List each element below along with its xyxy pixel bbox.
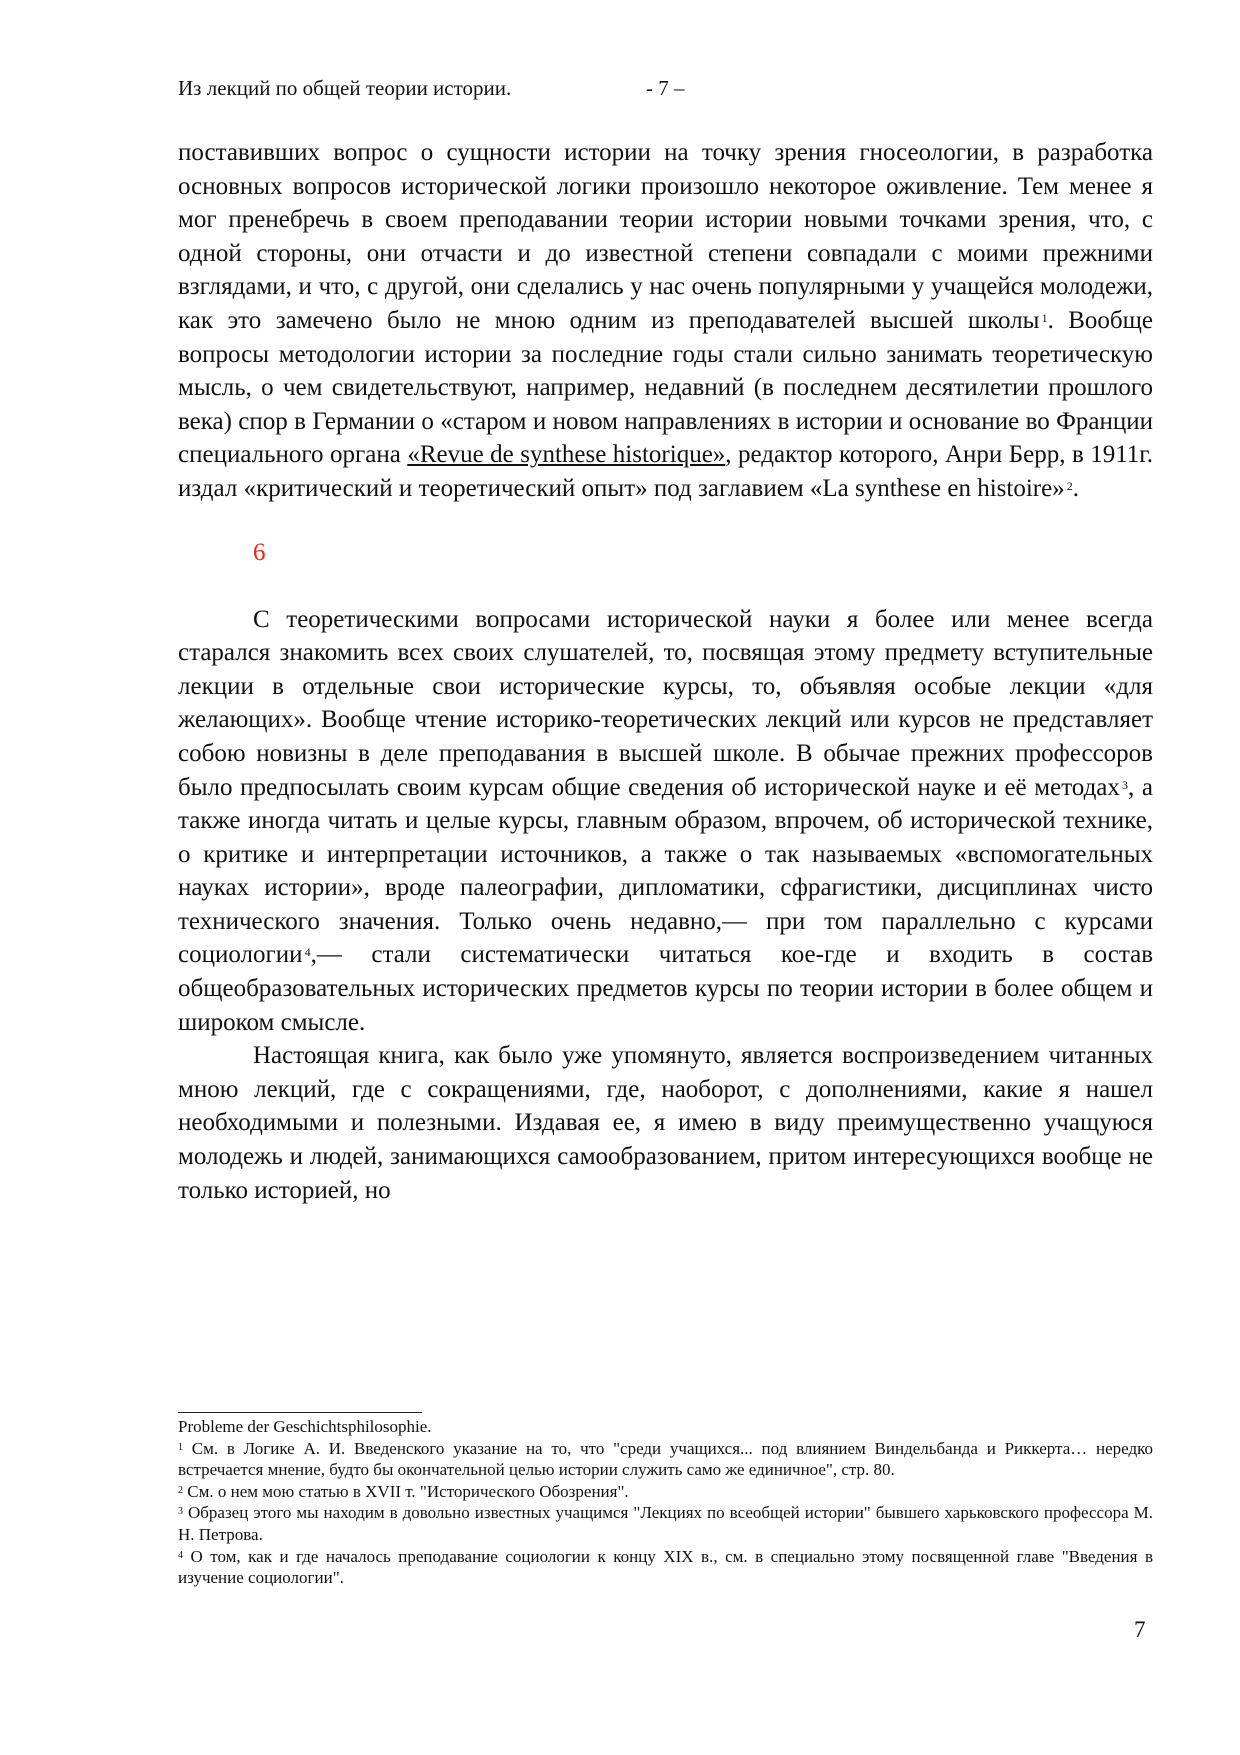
page-number: 7 [1134, 1617, 1146, 1642]
paragraph-1-text-a: поставивших вопрос о сущности истории на точку зрения гносеологии, в разработка основных вопросов исторической логики произошло некоторое оживление. Тем менее я мог пренебречь в своем преподавании теории истории новыми точками зрения, что, с одной стороны, они отчасти и до известной степени совпадали с моими прежними взглядами, и что, с другой, они сделались у нас очень популярными у учащейся молодежи, как это замечено было не мною одним из преподавателей высшей школы [178, 139, 1153, 334]
footnote-text: См. в Логике А. И. Введенского указание на то, что "среди учащихся... под влиянием Виндельбанда и Риккерта… нередко встречается мнение, будто бы окончательной целью истории служить само же единичное", стр. 80. [178, 1438, 1154, 1480]
footnote-ref-1[interactable]: 1 [1041, 310, 1048, 325]
paragraph-2 [178, 603, 1153, 1040]
footnote-1 [178, 1438, 1153, 1481]
running-header [178, 76, 685, 101]
main-text [178, 136, 1153, 1207]
footnote-mark: 3 [178, 1506, 183, 1518]
footnote-mark: 2 [178, 1484, 183, 1496]
paragraph-2-text-c: ,— стали систематически читаться кое-где и входить в состав общеобразовательных исторических предметов курсы по теории истории в более общем и широком смысле. [178, 941, 1153, 1036]
paragraph-2-text-a: С теоретическими вопросами исторической науки я более или менее всегда старался знакомить всех своих слушателей, то, посвящая этому предмету вступительные лекции в отдельные свои исторические курсы, то, объявляя особые лекции «для желающих». Вообще чтение историко-теоретических лекций или курсов не представляет собою новизны в деле преподавания в высшей школе. В обычае прежних профессоров было предпосылать своим курсам общие сведения об исторической науке и её методах [178, 605, 1153, 801]
paragraph-1-text-d: . [1072, 474, 1080, 502]
footnote-separator [178, 1412, 422, 1413]
footnote-ref-2[interactable]: 2 [1066, 478, 1073, 493]
paragraph-3: Настоящая книга, как было уже упомянуто, является воспроизведением читанных мною лекций, где с сокращениями, где, наоборот, с дополнениями, какие я нашел необходимыми и полезными. Издавая ее, я имею в виду преимущественно учащуюся молодежь и людей, занимающихся самообразованием, притом интересующихся вообще не только историей, но [178, 1042, 1153, 1204]
footnote-text: См. о нем мою статью в XVII т. "Исторического Обозрения". [187, 1481, 629, 1501]
paragraph-2-text-b: , а также иногда читать и целые курсы, главным образом, впрочем, об исторической технике, о критике и интерпретации источников, а также о так называемых «вспомогательных науках истории», вроде палеографии, дипломатики, сфрагистики, дисциплинах чисто технического значения. Только очень недавно,— при том параллельно с курсами социологии [178, 773, 1153, 969]
footnote-ref-4[interactable]: 4 [304, 945, 311, 960]
section-number: 6 [253, 538, 266, 566]
footnote-text: О том, как и где началось преподавание социологии к концу XIX в., см. в специально этому посвященной главе "Введения в изучение социологии". [178, 1546, 1153, 1588]
paragraph-1 [178, 136, 1153, 506]
paragraph-1-text-c: , редактор которого, Анри Берр, в 1911г. издал «критический и теоретический опыт» под заглавием «La synthese en histoire» [178, 441, 1153, 502]
journal-title-link[interactable]: «Revue de synthese historique» [407, 441, 726, 469]
footnote-mark: 4 [178, 1549, 183, 1561]
footnote-continued: Probleme der Geschichtsphilosophie. [178, 1417, 432, 1436]
footnotes [178, 1416, 1153, 1589]
footnote-mark: 1 [178, 1441, 183, 1453]
footnote-ref-3[interactable]: 3 [1122, 777, 1128, 792]
footnote-4 [178, 1546, 1153, 1589]
paragraph-1-text-b: . Вообще вопросы методологии истории за последние годы стали сильно занимать теоретическую мысль, о чем свидетельствуют, например, недавний (в последнем десятилетии прошлого века) спор в Германии о «старом и новом направлениях в истории и основание во Франции специального органа [178, 306, 1153, 469]
footnote-text: Образец этого мы находим в довольно известных учащимся "Лекциях по всеобщей истории" бывшего харьковского профессора М. Н. Петрова. [178, 1503, 1153, 1544]
footnote-2 [178, 1481, 1153, 1503]
header-title: Из лекций по общей теории истории. [178, 76, 512, 100]
header-page-marker: - 7 – [646, 76, 685, 100]
footnote-3 [178, 1502, 1153, 1545]
